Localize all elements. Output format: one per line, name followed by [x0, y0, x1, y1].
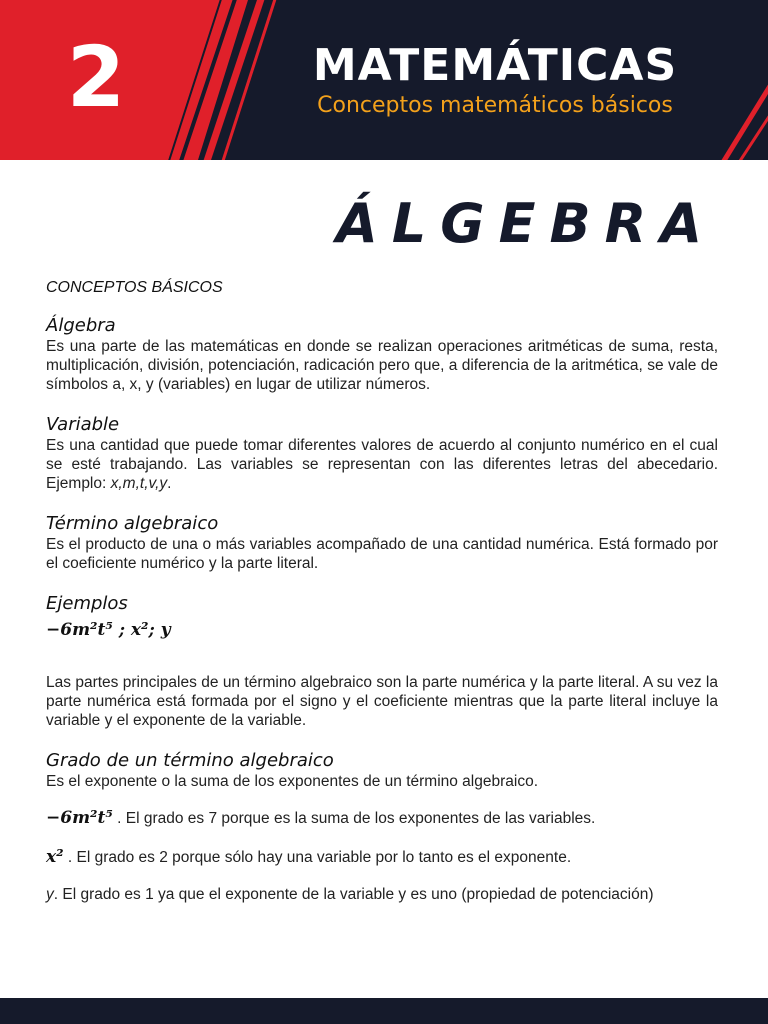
heading-termino-algebraico: Término algebraico [46, 513, 219, 534]
variable-example: x,m,t,v,y [110, 475, 168, 492]
header-banner [0, 0, 768, 160]
red-stripe [722, 86, 768, 160]
degree-expression-2: x² [46, 847, 64, 867]
paragraph-variable [46, 436, 718, 493]
degree-text-1: . El grado es 7 porque es la suma de los exponentes de las variables. [117, 810, 596, 827]
heading-grado: Grado de un término algebraico [46, 750, 334, 771]
degree-item-1 [46, 809, 718, 828]
example-expression: −6m²t⁵ ; x²; y [46, 620, 171, 640]
heading-variable: Variable [46, 414, 120, 435]
chapter-number: 2 [66, 28, 126, 126]
variable-text: Es una cantidad que puede tomar diferentes valores de acuerdo al conjunto numérico en el cual se esté trabajando. Las variables se representan con las diferentes letras del abecedario. Ejemplo: [46, 437, 718, 492]
degree-expression-1: −6m²t⁵ [46, 808, 113, 828]
degree-expression-3: y [46, 886, 54, 903]
kicker-heading: CONCEPTOS BÁSICOS [46, 279, 223, 296]
content-body [46, 274, 718, 904]
heading-ejemplos: Ejemplos [46, 593, 128, 614]
paragraph-termino: Es el producto de una o más variables acompañado de una cantidad numérica. Está formado por el coeficiente numérico y la parte literal. [46, 536, 718, 572]
example-expression-line [46, 621, 718, 669]
paragraph-grado: Es el exponente o la suma de los exponentes de un término algebraico. [46, 773, 539, 790]
paragraph-algebra: Es una parte de las matemáticas en donde se realizan operaciones aritméticas de suma, resta, multiplicación, división, potenciación, radicación pero que, a diferencia de la aritmética, se vale de símbolos a, x, y (variables) en lugar de utilizar números. [46, 338, 718, 393]
section-title: ÁLGEBRA [336, 192, 716, 255]
degree-text-2: . El grado es 2 porque sólo hay una variable por lo tanto es el exponente. [67, 849, 572, 866]
degree-item-2 [46, 848, 718, 867]
degree-item-3 [46, 885, 718, 904]
paragraph-partes: Las partes principales de un término algebraico son la parte numérica y la parte literal. A su vez la parte numérica está formada por el signo y el coeficiente mientras que la parte literal incluye la variable y el exponente de la variable. [46, 674, 718, 729]
variable-end: . [167, 475, 172, 492]
footer-bar [0, 998, 768, 1024]
header-subtitle: Conceptos matemáticos básicos [317, 93, 673, 118]
header-title: MATEMÁTICAS [312, 40, 678, 91]
heading-algebra: Álgebra [46, 315, 116, 336]
degree-text-3: . El grado es 1 ya que el exponente de la variable y es uno (propiedad de potenciación) [53, 886, 654, 903]
red-stripe [738, 112, 768, 160]
